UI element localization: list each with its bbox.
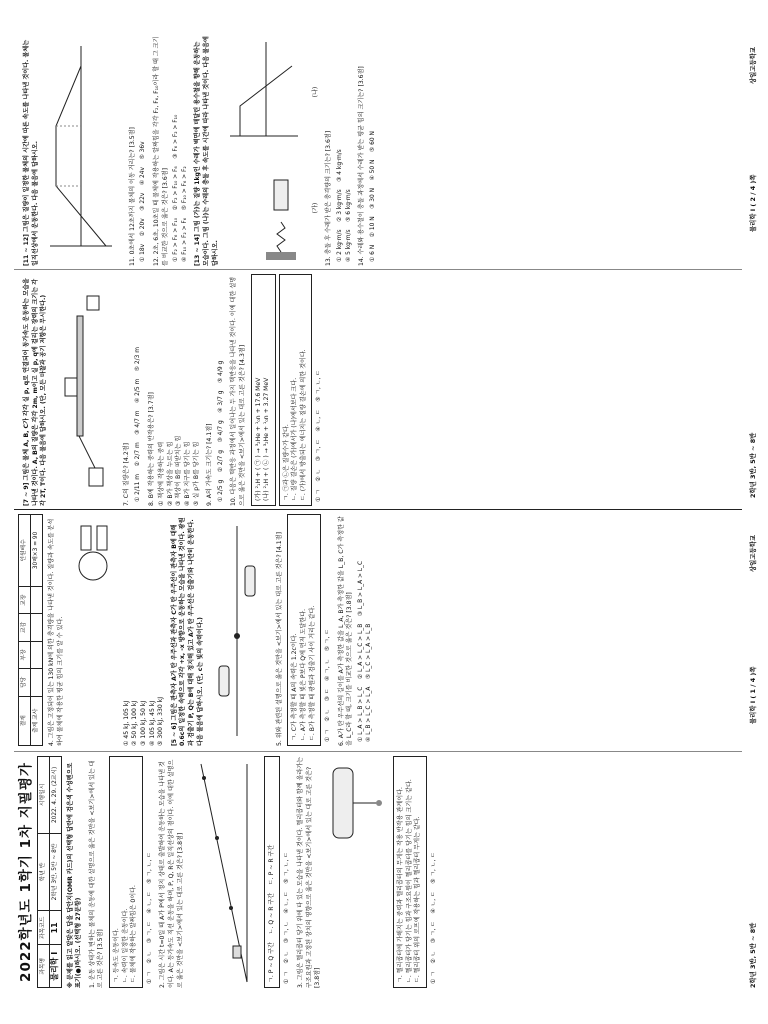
q5-box-item: ㄱ. C가 측정할 때 A의 속력은 1.2c이다. [291,633,299,741]
label-score: 인원배수 [19,515,31,587]
q8-option: ② B가 책상을 누르는 힘 [166,441,174,506]
q4-option: ③ 100 kJ, 50 kJ [139,700,147,746]
column-divider [14,269,742,270]
q10-box-item: ㄷ. (가)에서 방출되는 에너지는 질량 결손에 의한 것이다. [299,349,307,501]
q8-option: ① 책상에 작용하는 중력 [158,441,166,506]
exam-title: 2022학년도 1학기 1차 지필평가 [18,762,34,982]
label-date: 시행일시 [37,757,49,834]
question-7: 7. C의 질량은? [4.2점] [123,443,131,506]
q1314-intro: [13 ~ 14] 그림 (가)는 질량 1kg인 수레가 벽면에 매달린 용수철을 향해 운동하는 모습이다. 그림 (나)는 수레의 충돌 후 속도를 시간에 따라 나타낸 것이다. 다음 물음에 답하시오. [194,36,219,266]
q10-box [279,274,313,506]
q11-options: ① 18v ② 20v ③ 22v ④ 24v ⑤ 36v [140,141,147,262]
q3-box [393,756,427,988]
q5-box [287,514,321,746]
q10-box-item: ㄴ. 질량 결손은 (가)에서가 (나)에서보다 크다. [291,377,299,501]
q4-figure [71,516,115,746]
q3-box-item: ㄴ. 헬리콥터가 당기는 힘과 구조요원이 헬리콥터를 당기는 힘의 크기는 같다. [405,779,413,983]
column-3 [18,274,324,506]
q4-option: ① 45 kJ, 105 kJ [122,700,130,746]
question-2: 2. 그림은 시간 t=0일 때 A가 P에서 정지 상태로 출발하여 운동하는 모습을 나타낸 것이다. A는 등가속도 직선 운동을 하며, P, Q, R은 일직선상의 점이다. 이에 대한 설명으로 옳은 것만을 <보기>에서 있는 대로 고른 것은? [3.8점] [159,759,184,988]
label-subject: 과목명 [37,945,49,988]
q2-ramp-figure [191,758,253,988]
q5-options: ① ㄱ ② ㄴ ③ ㄷ ④ ㄱ, ㄴ ⑤ ㄱ, ㄷ [325,628,332,742]
q10-box-item: ㄱ. ㉠과 ㉡은 질량수가 같다. [282,424,290,501]
q12-options: ① F₂ > F₆ > F₁₀ ② F₂ > F₁₀ > F₆ ③ F₆ > F₂ > F₁₀ ④ F₁₀ > F₂ > F₆ ⑤ F₁₀ > F₆ > F₂ [173,114,188,262]
q79-intro: [7 ~ 9] 그림은 물체 A, B, C가 각각 실 p, q로 연결되어 동가속도 운동하는 모습을 나타낸 것이다. A, B의 질량은 각각 2m, m이고 실 p, q에 걸리는 장력의 크기는 각각 2T, T이다. 다음 물음에 답하시오. (단, 모든 마찰과 공기 저항은 무시한다.) [23,278,48,506]
fig-label-b: (나) [311,86,319,98]
value-date: 2022. 4. 29. (2교시) [49,757,61,834]
q1-box [109,756,143,988]
q4-option: ④ 105 kJ, 45 kJ [148,700,156,746]
q3-box-item: ㄷ. 헬리콥터 위의 로프에 작용하는 힘과 헬리콥터 무게는 같다. [414,816,422,983]
q6-options: ① L_A > L_B > L_C ② L_A > L_C > L_B ③ L_B > L_A > L_C ④ L_B > L_C > L_A ⑤ L_C > L_A > L_B [357,560,373,742]
q5-box-item: ㄴ. A가 측정할 때 빛은 P보다 Q에 먼저 도달한다. [299,608,307,741]
q10-reaction: (가) ²₁H + ( ㉠ ) → ³₂He + ¹₀n + 17.6 MeV [254,377,262,501]
q14-options: ① 6 N ② 10 N ③ 30 N ④ 50 N ⑤ 60 N [369,131,376,262]
q8-option: ④ B가 지구를 당기는 힘 [183,441,191,506]
q10-reaction: (나) ²₁H + ( ㉡ ) → ³₂He + ¹₀n + 3.27 MeV [263,377,271,501]
label-grade: 학년 반 [37,833,49,910]
q7-options: ① 2/11 m ② 2/7 m ③ 4/7 m ④ 2/5 m ⑤ 2/3 m [134,347,141,502]
question-5: 5. 위와 관련된 설명으로 옳은 것만을 <보기>에서 있는 대로 고른 것은? [4.1점] [275,532,283,746]
q1112-intro: [11 ~ 12] 그림은 질량이 일정한 물체의 시간에 따른 속도를 나타낸 것이다. 물체는 일직선상에서 운동한다. 다음 물음에 답하시오. [23,39,39,266]
question-14: 14. 수레와 용수철이 충돌 과정에서 수레가 받는 평균 힘의 크기는? [3.6점] [358,66,366,266]
q13-options: ① 2 kg·m/s ② 3 kg·m/s ③ 4 kg·m/s ④ 5 kg·m/s ⑤ 6 kg·m/s [336,149,352,262]
question-10: 10. 다음은 핵반응 과정에서 일어나는 두 가지 핵반응을 나타낸 것이다. 이에 대한 설명으로 옳은 것만을 <보기>에서 있는 대로 고른 것은? [4.3점] [230,276,246,506]
question-4: 4. 그림은 고정되어 있는 130 kN에 의한 충격량을 나타낸 것이다. 질량과 속도를 분석하여 물체에 작용한 평균 힘의 크기를 알 수 있다. [48,518,64,746]
value-subject: 물리학 I [49,945,61,988]
q8-option: ⑤ 실 p가 B를 당기는 힘 [192,441,200,506]
approval-table [18,514,43,746]
footer-right: 상일고등학교 [749,534,757,572]
q8-option: ③ 책상이 B를 떠받치는 힘 [175,435,183,506]
q1314-figure [226,36,304,266]
footer-center: 물리학 I ( 1 / 4 )쪽 [749,666,757,724]
column-divider [14,751,742,752]
notice: ※ 문제를 읽고 알맞은 답을 답안지(OMR 카드)의 선택형 답란에 검은색 수성펜으로 표기(●)하시오. (선택형 27문항) [66,762,83,988]
footer-left: 2학년 3반, 5반 ~ 8반 [749,432,757,498]
q3-rescue-figure [329,758,383,988]
q1112-velocity-graph [46,36,116,266]
question-8: 8. B에 작용하는 중력의 반작용은? [3.7점] [147,392,155,506]
q2-box-item: ㄷ. P ~ R 구간 [267,844,275,886]
q5-box-item: ㄷ. B가 측정할 때 광원과 검출기 사이 거리는 같다. [308,605,316,741]
q10-reactions [251,274,276,506]
value-code: 11 [49,911,61,945]
q56-intro: [5 ~ 6] 그림은 관측자 A가 탄 우주선과 관측자 C가 탄 우주선이 관측자 B에 대해 0.6c의 일정한 속력으로 각각 +x, -x 방향으로 운동하는 모습을 나타낸 것이다. 광원과 검출기 P, Q는 B에 대해 정지해 있고 A가 탄 우주선은 검출기와 나란히 운동한다. 다음 물음에 답하시오. (단, c는 빛의 속력이다.) [170,517,204,746]
q2-options: ① ㄱ ② ㄴ ③ ㄱ, ㄴ ④ ㄴ, ㄷ ⑤ ㄱ, ㄴ, ㄷ [284,852,291,984]
column-2 [18,514,374,746]
question-3: 3. 그림은 헬리콥터 당기 위에 타 있는 모습을 나타낸 것이다. 헬리콥터와 함께 올라가는 구조요원과 고정된 장치의 영향으로 옳은 것만을 <보기>에서 있는 대로 고른 것은? [3.8점] [296,756,322,988]
q4-option: ⑤ 300 kJ, 330 kJ [157,696,165,746]
label-role2: 부장 [19,641,31,668]
q2-box-item: ㄴ. Q ~ R 구간 [267,892,275,935]
page-divider [14,509,742,510]
question-13: 13. 충돌 후 수레가 받은 충격량의 크기는? [3.6점] [325,130,333,266]
q79-pulley-figure [55,276,111,506]
question-11: 11. 0초에서 12초까지 물체의 이동 거리는? [3.5점] [128,127,136,266]
q2-box-item: ㄱ. P ~ Q 구간 [267,942,275,983]
label-role3: 교감 [19,614,31,641]
value-grade: 2학년 3반, 5반 ~ 8반 [49,833,61,910]
q1-box-item: ㄷ. 물체에 작용하는 알짜힘은 0이다. [130,885,138,983]
column-1 [18,756,439,988]
header-table [37,756,62,988]
label-exam-time: 출제 교사 [31,696,43,745]
label-role4: 교장 [19,586,31,613]
footer-center: 물리학 I ( 2 / 4 )쪽 [749,174,757,232]
footer-left: 2학년 3반, 5반 ~ 8반 [749,922,757,988]
column-4 [18,34,377,266]
question-1: 1. 운동 상태가 변하는 물체의 운동에 대한 설명으로 옳은 것만을 <보기>에서 있는 대로 고른 것은? [3.5점] [88,760,105,988]
q3-options: ① ㄱ ② ㄴ ③ ㄱ, ㄷ ④ ㄴ, ㄷ ⑤ ㄱ, ㄴ, ㄷ [431,852,438,984]
q56-spaceship-figure [211,516,263,746]
q10-options: ① ㄱ ② ㄴ ③ ㄱ, ㄷ ④ ㄴ, ㄷ ⑤ ㄱ, ㄴ, ㄷ [316,370,323,502]
q1-box-item: ㄱ. 등속도 운동이다. [112,928,120,983]
q1314-fig-labels [312,34,321,266]
footer-right: 상일고등학교 [749,46,757,84]
fig-label-a: (가) [311,202,319,214]
label-code: 과목코드 [37,911,49,945]
q3-box-item: ㄱ. 헬리콥터에 가해지는 중력과 헬리콥터의 무게는 작용 반작용 관계이다. [397,787,405,983]
q1-options: ① ㄱ ② ㄴ ③ ㄱ, ㄷ ④ ㄴ, ㄷ ⑤ ㄱ, ㄴ, ㄷ [146,852,153,984]
question-9: 9. A의 가속도 크기는? [4.1점] [206,423,214,506]
q4-option: ② 50 kJ, 100 kJ [131,700,139,746]
question-12: 12. 2초, 6초, 10초일 때 물체에 작용하는 알짜힘을 각각 F₂, F₆, F₁₀이라 할 때 그 크기를 비교한 것으로 옳은 것은? [3.6점] [152,36,169,266]
value-score: 30매×3 = 90 [31,515,43,587]
label-confirm: 결재 [19,696,31,745]
q9-options: ① 2/5 g ② 2/7 g ③ 4/7 g ④ 3/7 g ⑤ 4/9 g [217,360,224,502]
label-role1: 담당 [19,669,31,696]
question-6: 6. A가 탄 우주선의 길이를 A가 측정한 값을 L_A, B가 측정한 값을 L_B, C가 측정한 값을 L_C라 할 때, 크기를 비교한 것으로 옳은 것은? [3.8점] [337,516,354,746]
q2-box [264,756,281,988]
q1-box-item: ㄴ. 속력이 일정한 운동이다. [121,908,129,983]
